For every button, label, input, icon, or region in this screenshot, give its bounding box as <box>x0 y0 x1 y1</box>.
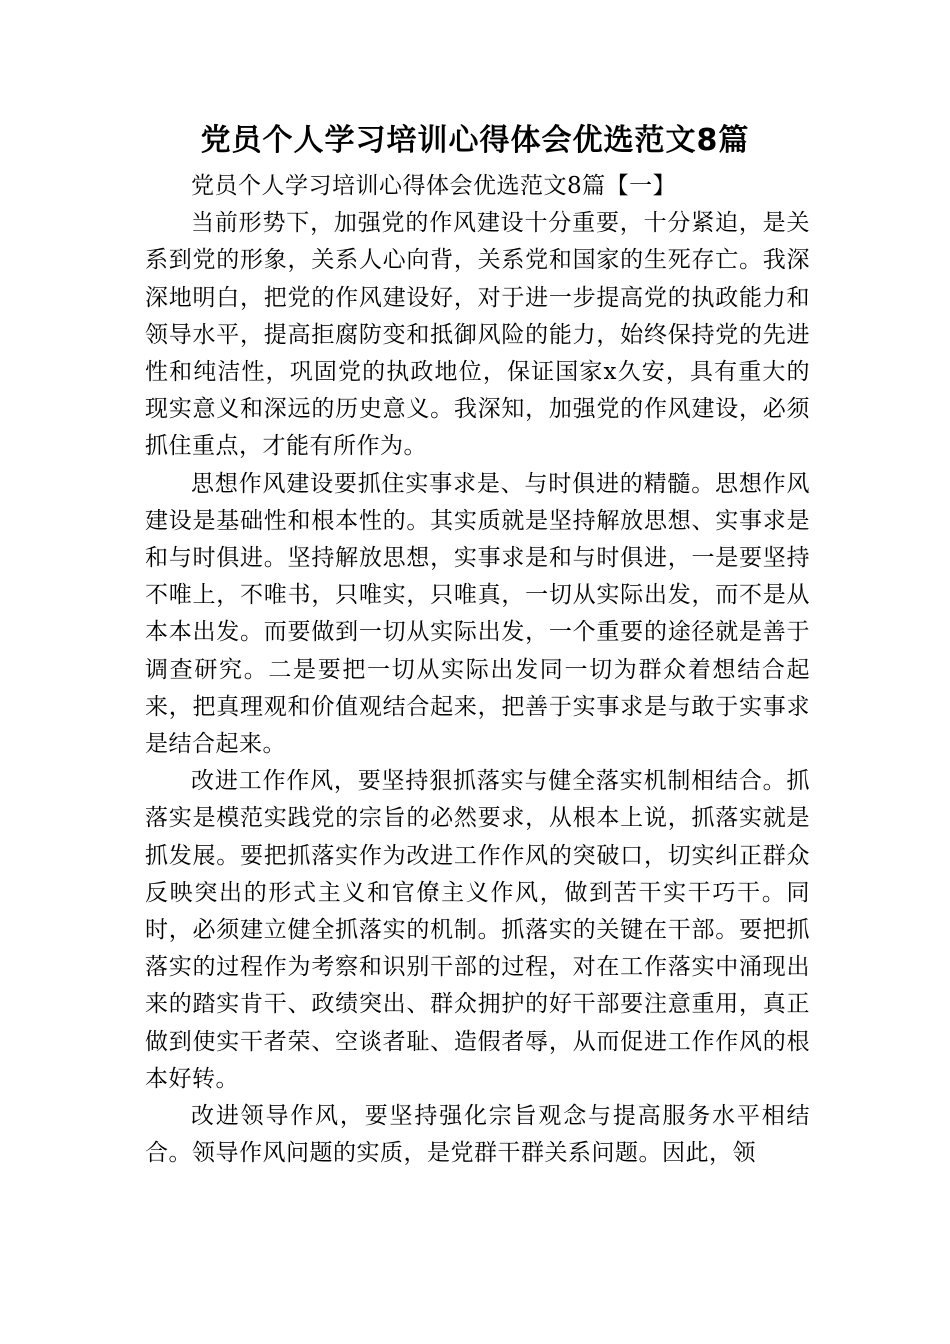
body-paragraph: 思想作风建设要抓住实事求是、与时俱进的精髓。思想作风建设是基础性和根本性的。其实质就是坚持解放思想、实事求是和与时俱进。坚持解放思想，实事求是和与时俱进，一是要坚持不唯上，不唯书，只唯实，只唯真，一切从实际出发，而不是从本本出发。而要做到一切从实际出发，一个重要的途径就是善于调查研究。二是要把一切从实际出发同一切为群众着想结合起来，把真理观和价值观结合起来，把善于实事求是与敢于实事求是结合起来。 <box>145 470 810 758</box>
body-paragraph: 当前形势下，加强党的作风建设十分重要，十分紧迫，是关系到党的形象，关系人心向背，关系党和国家的生死存亡。我深深地明白，把党的作风建设好，对于进一步提高党的执政能力和领导水平，提高拒腐防变和抵御风险的能力，始终保持党的先进性和纯洁性，巩固党的执政地位，保证国家x久安，具有重大的现实意义和深远的历史意义。我深知，加强党的作风建设，必须抓住重点，才能有所作为。 <box>145 210 810 460</box>
body-paragraph: 改进领导作风，要坚持强化宗旨观念与提高服务水平相结合。领导作风问题的实质，是党群干群关系问题。因此，领 <box>145 1103 810 1167</box>
body-paragraph: 改进工作作风，要坚持狠抓落实与健全落实机制相结合。抓落实是模范实践党的宗旨的必然要求，从根本上说，抓落实就是抓发展。要把抓落实作为改进工作作风的突破口，切实纠正群众反映突出的形式主义和官僚主义作风，做到苦干实干巧干。同时，必须建立健全抓落实的机制。抓落实的关键在干部。要把抓落实的过程作为考察和识别干部的过程，对在工作落实中涌现出来的踏实肯干、政绩突出、群众拥护的好干部要注意重用，真正做到使实干者荣、空谈者耻、造假者辱，从而促进工作作风的根本好转。 <box>145 768 810 1092</box>
document-body <box>145 168 810 1172</box>
section-heading: 党员个人学习培训心得体会优选范文8篇【一】 <box>191 173 677 199</box>
document-title: 党员个人学习培训心得体会优选范文8篇 <box>200 123 750 158</box>
